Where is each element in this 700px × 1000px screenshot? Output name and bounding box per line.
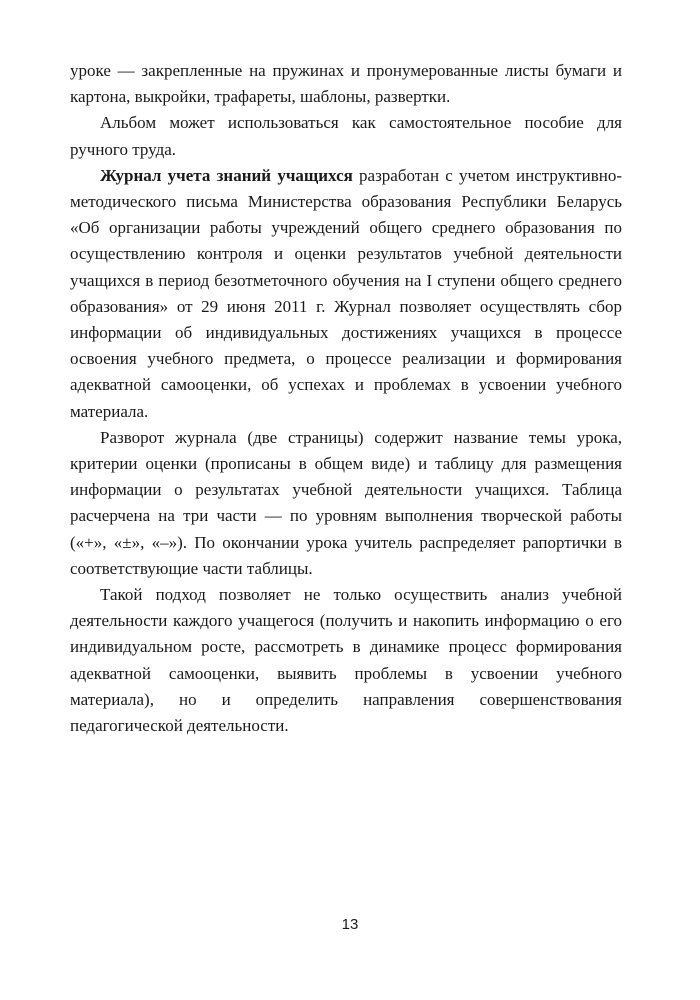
paragraph-3 bbox=[70, 163, 622, 425]
paragraph-3-text: разработан с учетом инструктивно-методического письма Министерства образования Республики Беларусь «Об организации работы учреждений общего среднего образования по осуществлению контроля и оценки результатов учебной деятельности учащихся в период безотметочного обучения на I ступени общего среднего образования» от 29 июня 2011 г. Журнал позволяет осуществлять сбор информации об индивидуальных достижениях учащихся в процессе освоения учебного предмета, о процессе реализации и формирования адекватной самооценки, об успехах и проблемах в усвоении учебного материала. bbox=[70, 165, 622, 421]
paragraph-2 bbox=[70, 110, 622, 162]
page-body bbox=[70, 58, 622, 739]
paragraph-4-text: Разворот журнала (две страницы) содержит название темы урока, критерии оценки (прописаны в общем виде) и таблицу для размещения информации о результатах учебной деятельности учащихся. Таблица расчерчена на три части — по уровням выполнения творческой работы («+», «±», «–»). По окончании урока учитель распределяет рапортички в соответствующие части таблицы. bbox=[70, 427, 622, 578]
paragraph-2-text: Альбом может использоваться как самостоятельное пособие для ручного труда. bbox=[70, 113, 622, 159]
paragraph-1-text: уроке — закрепленные на пружинах и пронумерованные листы бумаги и картона, выкройки, трафареты, шаблоны, развертки. bbox=[70, 61, 622, 107]
paragraph-5 bbox=[70, 582, 622, 739]
page-number: 13 bbox=[341, 916, 359, 933]
paragraph-4 bbox=[70, 425, 622, 582]
journal-title-bold: Журнал учета знаний учащихся bbox=[100, 165, 353, 185]
paragraph-1 bbox=[70, 58, 622, 110]
paragraph-5-text: Такой подход позволяет не только осуществить анализ учебной деятельности каждого учащегося (получить и накопить информацию о его индивидуальном росте, рассмотреть в динамике процесс формирования адекватной самооценки, выявить проблемы в усвоении учебного материала), но и определить направления совершенствования педагогической деятельности. bbox=[70, 585, 622, 736]
